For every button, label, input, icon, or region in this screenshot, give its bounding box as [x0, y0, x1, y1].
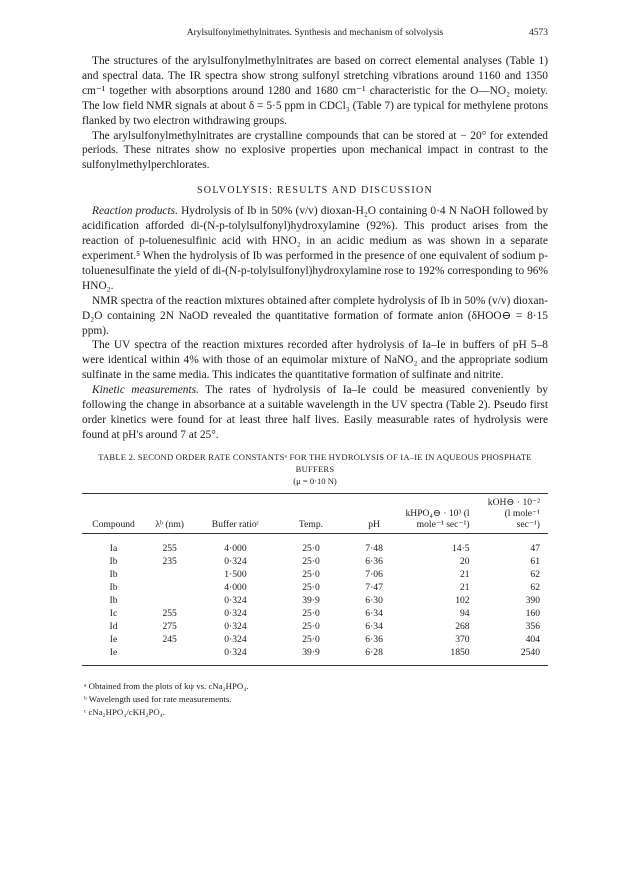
- cell-temp: 25·0: [302, 633, 320, 645]
- cell-ph: 6·34: [365, 620, 383, 632]
- reaction-products-text-b: This product arises from the reaction of p-toluenesulfinic acid with HNO₂ in an acidic medium as was shown in a separate experiment.⁵ When the hydrolysis of Ib was performed in the presence of one equivalent of sodium p-toluenesulfinate the yield of di-(N-p-tolylsulfonyl)hydroxylamine rose to 192% corresponding to 96% HNO₂.: [82, 220, 548, 292]
- cell-k-hpo: 370: [455, 633, 470, 645]
- paragraph-storage: The arylsulfonylmethylnitrates are crystalline compounds that can be stored at − 20° for extended periods. These nitrates show no explosive properties upon mechanical impact in contrast to the sulfonylmethylperchlorates.: [82, 129, 548, 172]
- cell-compound: Ia: [109, 542, 118, 554]
- cell-temp: 25·0: [302, 568, 320, 580]
- running-head: [82, 26, 548, 46]
- cell-temp: 39·9: [302, 646, 320, 658]
- journal-page: [82, 26, 548, 719]
- paragraph-reaction-products: [82, 204, 548, 293]
- cell-lambda: [145, 581, 194, 594]
- table-row: [82, 646, 548, 666]
- table-row: [82, 568, 548, 581]
- section-heading: SOLVOLYSIS: RESULTS AND DISCUSSION: [196, 185, 434, 197]
- cell-k-oh: 2540: [520, 646, 540, 658]
- cell-k-hpo: 1850: [450, 646, 470, 658]
- table-header: [82, 493, 548, 533]
- cell-buffer-ratio: 4·000: [224, 581, 247, 593]
- table-row: [82, 555, 548, 568]
- header-lambda: λᵇ (nm): [155, 518, 184, 530]
- kinetic-text: The rates of hydrolysis of Ia–Ie could be measured conveniently by following the change in absorbance at a suitable wavelength in the UV spectra (Table 2). Pseudo first order kinetics were found for at least three half lives. Easily measurable rates of hydrolysis were found at pH's around 7 at 25°.: [82, 384, 548, 441]
- cell-k-oh: 160: [525, 607, 540, 619]
- cell-k-oh: 61: [530, 555, 540, 567]
- cell-buffer-ratio: 0·324: [224, 607, 247, 619]
- run-in-heading-kinetic: Kinetic measurements.: [92, 384, 199, 397]
- cell-k-oh: 47: [530, 542, 540, 554]
- table-row: [82, 581, 548, 594]
- table-row: [82, 594, 548, 607]
- header-k-oh: kOH⊖ · 10⁻² (l mole⁻¹ sec⁻¹): [487, 496, 540, 530]
- cell-temp: 25·0: [302, 620, 320, 632]
- cell-lambda: 255: [162, 542, 177, 554]
- cell-k-hpo: 21: [459, 581, 470, 593]
- cell-lambda: 235: [162, 555, 177, 567]
- table-footnotes: [82, 680, 548, 719]
- table-body: [82, 533, 548, 665]
- cell-compound: Ie: [109, 646, 118, 658]
- paragraph-structures: The structures of the arylsulfonylmethylnitrates are based on correct elemental analyses (Table 1) and spectral data. The IR spectra show strong sulfonyl stretching vibrations around 1160 and 1350 cm⁻¹ together with absorptions around 1280 and 1680 cm⁻¹ characteristic for the O—NO₂ moiety. The low field NMR signals at about δ = 5·5 ppm in CDCl₃ (Table 7) are typical for methylene protons flanked by two electron withdrawing groups.: [82, 55, 548, 127]
- cell-ph: 6·30: [365, 594, 383, 606]
- cell-k-hpo: 94: [459, 607, 470, 619]
- cell-k-oh: 404: [525, 633, 540, 645]
- footnote: ᵇ Wavelength used for rate measurements.: [84, 693, 232, 704]
- header-buffer-ratio: Buffer ratioᶜ: [211, 518, 260, 530]
- cell-lambda: [145, 646, 194, 666]
- cell-temp: 25·0: [302, 581, 320, 593]
- cell-compound: Ib: [109, 594, 118, 606]
- cell-temp: 25·0: [302, 607, 320, 619]
- cell-lambda: 255: [162, 607, 177, 619]
- cell-k-hpo: 21: [459, 568, 470, 580]
- cell-lambda: 275: [162, 620, 177, 632]
- table-row: [82, 620, 548, 633]
- header-ph: pH: [368, 518, 380, 530]
- table-row: [82, 633, 548, 646]
- cell-buffer-ratio: 0·324: [224, 633, 247, 645]
- cell-compound: Ib: [109, 581, 118, 593]
- run-in-heading-reaction-products: Reaction products.: [92, 205, 178, 218]
- cell-ph: 6·36: [365, 633, 383, 645]
- cell-k-hpo: 20: [459, 555, 470, 567]
- cell-k-oh: 62: [530, 568, 540, 580]
- cell-ph: 6·28: [365, 646, 383, 658]
- cell-k-hpo: 14·5: [451, 542, 470, 554]
- cell-compound: Id: [109, 620, 118, 632]
- footnote: ᵃ Obtained from the plots of kψ vs. cNa₂HPO₄.: [84, 680, 249, 691]
- cell-lambda: [145, 568, 194, 581]
- cell-buffer-ratio: 0·324: [224, 594, 247, 606]
- cell-k-oh: 356: [525, 620, 540, 632]
- running-head-title: Arylsulfonylmethylnitrates. Synthesis and mechanism of solvolysis: [186, 28, 444, 38]
- header-temp: Temp.: [298, 518, 324, 530]
- paragraph-nmr: NMR spectra of the reaction mixtures obtained after complete hydrolysis of Ib in 50% (v/v) dioxan-D₂O containing 2N NaOD revealed the quantitative formation of formate anion (δHOO⊖ = 8·15 ppm).: [82, 294, 548, 337]
- cell-ph: 7·47: [365, 581, 383, 593]
- table-bottom-rule: [82, 665, 548, 670]
- footnote: ᶜ cNa₂HPO₄/cKH₂PO₄.: [84, 706, 165, 717]
- cell-compound: Ie: [109, 633, 118, 645]
- reaction-products-text-a: Hydrolysis of Ib in 50% (v/v) dioxan-H₂O containing 0·4 N NaOH followed by acidification afforded di-(N-p-tolylsulfonyl)hydroxylamine (92%).: [82, 205, 549, 233]
- header-k-hpo: kHPO₄⊖ · 10³ (l mole⁻¹ sec⁻¹): [405, 507, 470, 530]
- cell-lambda: [145, 594, 194, 607]
- table-caption: [82, 451, 548, 487]
- cell-lambda: 245: [162, 633, 177, 645]
- cell-buffer-ratio: 4·000: [224, 542, 247, 554]
- cell-buffer-ratio: 0·324: [224, 646, 247, 658]
- table-row: [82, 533, 548, 555]
- cell-buffer-ratio: 0·324: [224, 555, 247, 567]
- cell-k-oh: 390: [525, 594, 540, 606]
- rate-constants-table: [82, 493, 548, 670]
- table-caption-label: TABLE 2. SECOND ORDER RATE CONSTANTSᵃ FOR THE HYDROLYSIS OF IA–IE IN AQUEOUS PHOSPHATE BUFFERS: [98, 451, 532, 474]
- cell-compound: Ib: [109, 568, 118, 580]
- cell-buffer-ratio: 1·500: [224, 568, 247, 580]
- cell-temp: 25·0: [302, 542, 320, 554]
- cell-k-hpo: 102: [455, 594, 470, 606]
- cell-buffer-ratio: 0·324: [224, 620, 247, 632]
- cell-compound: Ic: [109, 607, 118, 619]
- paragraph-uv: The UV spectra of the reaction mixtures recorded after hydrolysis of Ia–Ie in buffers of pH 5–8 were identical within 4% with those of an equimolar mixture of NaNO₂ and the appropriate sodium sulfinate in the same media. This indicates the quantitative formation of sulfinate and nitrite.: [82, 339, 548, 382]
- cell-ph: 7·48: [365, 542, 383, 554]
- page-number: 4573: [529, 28, 548, 38]
- paragraph-kinetic: [82, 383, 548, 443]
- cell-temp: 39·9: [302, 594, 320, 606]
- cell-temp: 25·0: [302, 555, 320, 567]
- table-row: [82, 607, 548, 620]
- table-caption-sub: (μ = 0·10 N): [293, 475, 337, 486]
- cell-k-oh: 62: [530, 581, 540, 593]
- cell-ph: 6·36: [365, 555, 383, 567]
- cell-k-hpo: 268: [455, 620, 470, 632]
- cell-ph: 6·34: [365, 607, 383, 619]
- header-compound: Compound: [92, 518, 135, 530]
- cell-ph: 7·06: [365, 568, 383, 580]
- cell-compound: Ib: [109, 555, 118, 567]
